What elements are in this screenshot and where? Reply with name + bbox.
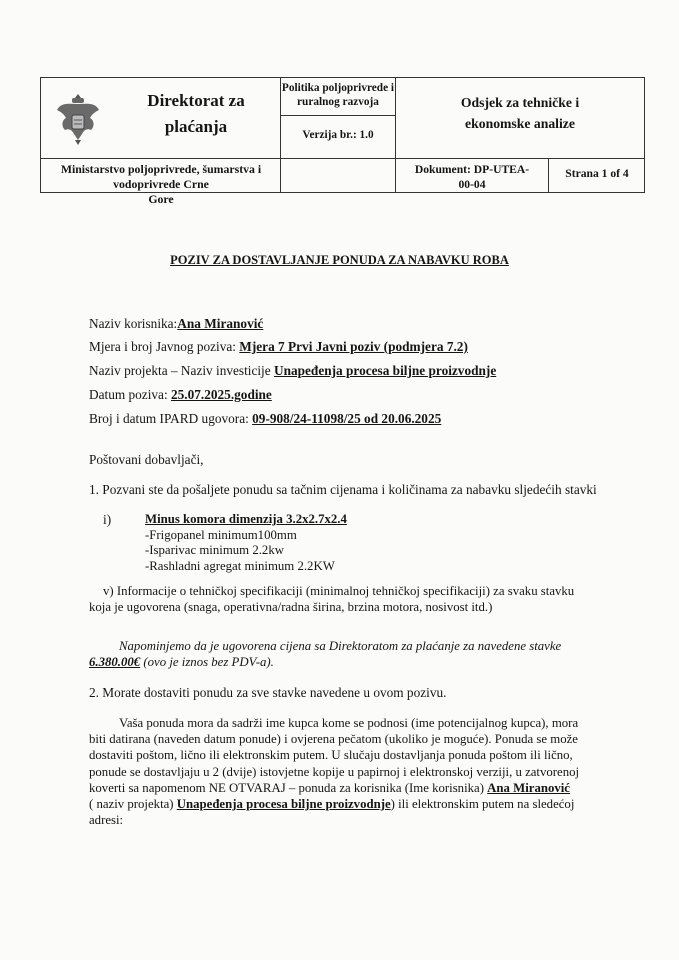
page-number: Strana 1 of 4 [565, 167, 629, 180]
field-beneficiary: Naziv korisnika:Ana Miranović [89, 316, 264, 331]
project-name: Unapeđenja procesa biljne proizvodnje [176, 797, 391, 812]
document-id-line2: 00-04 [458, 178, 486, 191]
price-note: Napominjemo da je ugovorena cijena sa Direktoratom za plaćanje za navedene stavke 6.380.00€ (ovo je iznos bez PDV-a). [89, 639, 562, 669]
version: Verzija br.: 1.0 [302, 129, 374, 141]
submission-paragraph: Vaša ponuda mora da sadrži ime kupca kome se podnosi (ime potencijalnog kupca), mora biti datirana (naveden datum ponude) i ovjerena pečatom (ukoliko je moguće). Ponuda se može dostaviti poštom, lično ili elektronskim putem. U slučaju dostavljanja ponuda poštom ili lično, ponude se dostavljaju u 2 (dvije) istovjetne kopije u papirnoj i elektronskoj verziji, u zatvorenoj koverti sa napomenom NE OTVARAJ – ponuda za korisnika (Ime korisnika) Ana Miranović ( naziv projekta) Unapeđenja procesa biljne proizvodnje) ili elektronskim putem na sledećoj adresi: [89, 716, 580, 828]
item-spec: -Rashladni agregat minimum 2.2KW [145, 558, 335, 573]
field-contract: Broj i datum IPARD ugovora: 09-908/24-11098/25 od 20.06.2025 [89, 411, 442, 426]
org-name-line2: plaćanja [164, 117, 228, 136]
coat-of-arms-logo [53, 88, 103, 148]
point-2: 2. Morate dostaviti ponudu za sve stavke navedene u ovom pozivu. [89, 685, 447, 700]
field-project: Naziv projekta – Naziv investicije Unapeđenja procesa biljne proizvodnje [89, 363, 497, 378]
point-1: 1. Pozvani ste da pošaljete ponudu sa tačnim cijenama i količinama za nabavku sljedećih stavki [89, 482, 597, 497]
item-spec: -Frigopanel minimum100mm [145, 527, 297, 542]
field-date: Datum poziva: 25.07.2025.godine [89, 387, 272, 402]
item-name: Minus komora dimenzija 3.2x2.7x2.4 [145, 512, 347, 526]
document-id-line1: Dokument: DP-UTEA- [414, 163, 530, 176]
price-amount: 6.380.00€ [89, 655, 141, 669]
ministry-line1: Ministarstvo poljoprivrede, šumarstva i vodoprivrede Crne [60, 162, 262, 191]
document-header [40, 77, 645, 206]
document-title: POZIV ZA DOSTAVLJANJE PONUDA ZA NABAVKU ROBA [170, 253, 509, 267]
beneficiary-name: Ana Miranović [487, 780, 570, 795]
policy-line1: Politika poljoprivrede i [281, 82, 395, 94]
dept-line1: Odsjek za tehničke i [460, 95, 580, 110]
field-measure: Mjera i broj Javnog poziva: Mjera 7 Prvi Javni poziv (podmjera 7.2) [89, 339, 468, 354]
item-marker: i) [103, 512, 112, 527]
org-name-line1: Direktorat za [147, 91, 245, 110]
item-spec: -Isparivac minimum 2.2kw [145, 543, 284, 557]
point-v: v) Informacije o tehničkoj specifikaciji (minimalnoj tehničkoj specifikaciji) za svaku stavku koja je ugovorena (snaga, operativna/radna širina, brzina motora, nosivost itd.) [89, 584, 575, 614]
greeting: Poštovani dobavljači, [89, 452, 204, 467]
policy-line2: ruralnog razvoja [297, 96, 379, 108]
ministry-line2: Gore [148, 192, 174, 206]
item-block [145, 512, 347, 574]
dept-line2: ekonomske analize [465, 116, 575, 131]
